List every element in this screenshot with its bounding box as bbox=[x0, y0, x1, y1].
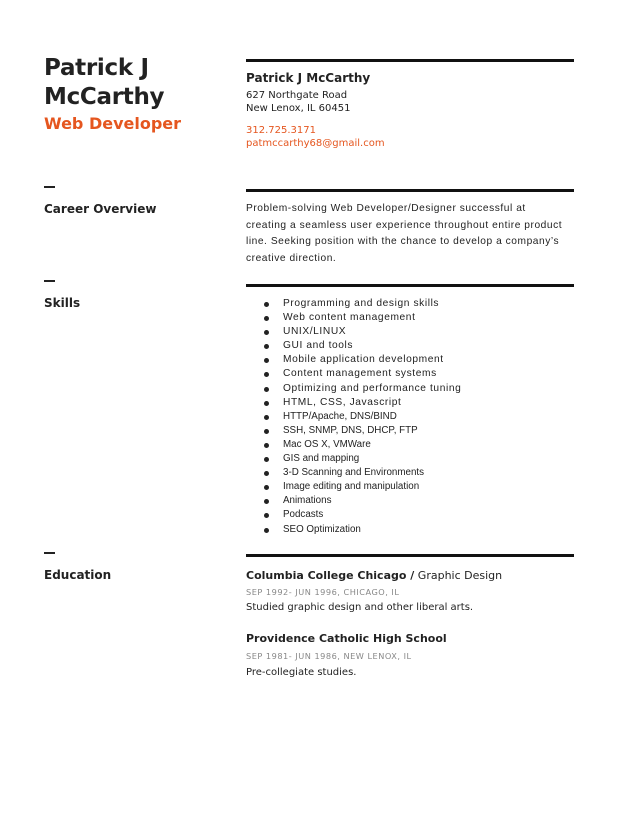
overview-line: Problem-solving Web Developer/Designer successful at bbox=[246, 203, 526, 214]
skill-item: HTML, CSS, Javascript bbox=[264, 396, 461, 410]
email-link[interactable]: patmccarthy68@gmail.com bbox=[246, 138, 385, 149]
skills-list bbox=[264, 297, 461, 537]
education-dates: SEP 1981- JUN 1986, NEW LENOX, IL bbox=[246, 651, 412, 661]
bullet-icon bbox=[264, 387, 269, 392]
bullet-icon bbox=[264, 429, 269, 434]
bullet-icon bbox=[264, 302, 269, 307]
skill-item: Image editing and manipulation bbox=[264, 480, 461, 494]
skill-item: Mac OS X, VMWare bbox=[264, 438, 461, 452]
bullet-icon bbox=[264, 415, 269, 420]
skill-item: Optimizing and performance tuning bbox=[264, 382, 461, 396]
career-overview-heading: Career Overview bbox=[44, 202, 157, 216]
bullet-icon bbox=[264, 372, 269, 377]
bullet-icon bbox=[264, 401, 269, 406]
phone-link[interactable]: 312.725.3171 bbox=[246, 125, 316, 136]
skill-item: GIS and mapping bbox=[264, 452, 461, 466]
skill-item: 3-D Scanning and Environments bbox=[264, 466, 461, 480]
bullet-icon bbox=[264, 443, 269, 448]
skill-item: UNIX/LINUX bbox=[264, 325, 461, 339]
school-name: Columbia College Chicago / bbox=[246, 569, 415, 582]
bullet-icon bbox=[264, 499, 269, 504]
address-line-2: New Lenox, IL 60451 bbox=[246, 103, 351, 114]
overview-rule bbox=[246, 189, 574, 192]
name-line-2: McCarthy bbox=[44, 84, 165, 110]
education-description: Studied graphic design and other liberal arts. bbox=[246, 602, 474, 613]
resume-name bbox=[44, 54, 224, 112]
education-description: Pre-collegiate studies. bbox=[246, 667, 357, 678]
skills-rule bbox=[246, 284, 574, 287]
education-rule bbox=[246, 554, 574, 557]
bullet-icon bbox=[264, 528, 269, 533]
skill-item: Animations bbox=[264, 494, 461, 508]
education-entry-title bbox=[246, 632, 447, 645]
skill-item: SSH, SNMP, DNS, DHCP, FTP bbox=[264, 424, 461, 438]
job-title: Web Developer bbox=[44, 114, 182, 133]
bullet-icon bbox=[264, 344, 269, 349]
bullet-icon bbox=[264, 457, 269, 462]
bullet-icon bbox=[264, 316, 269, 321]
education-dates: SEP 1992- JUN 1996, CHICAGO, IL bbox=[246, 587, 400, 597]
section-dash bbox=[44, 280, 55, 282]
name-line-1: Patrick J bbox=[44, 55, 149, 81]
skill-item: HTTP/Apache, DNS/BIND bbox=[264, 410, 461, 424]
bullet-icon bbox=[264, 358, 269, 363]
skill-item: Web content management bbox=[264, 311, 461, 325]
education-heading: Education bbox=[44, 568, 112, 582]
skill-item: Content management systems bbox=[264, 367, 461, 381]
overview-line: creating a seamless user experience throughout entire product bbox=[246, 219, 563, 231]
bullet-icon bbox=[264, 471, 269, 476]
bullet-icon bbox=[264, 485, 269, 490]
overview-line: line. Seeking position with the chance to develop a company’s bbox=[246, 236, 560, 247]
bullet-icon bbox=[264, 330, 269, 335]
career-overview-text bbox=[246, 201, 578, 267]
skill-item: GUI and tools bbox=[264, 339, 461, 353]
overview-line: creative direction. bbox=[246, 252, 337, 264]
program-name: Graphic Design bbox=[414, 569, 503, 582]
school-name: Providence Catholic High School bbox=[246, 632, 447, 645]
skills-heading: Skills bbox=[44, 296, 81, 310]
section-dash bbox=[44, 552, 55, 554]
contact-rule bbox=[246, 59, 574, 62]
skill-item: Podcasts bbox=[264, 508, 461, 522]
skill-item: Mobile application development bbox=[264, 353, 461, 367]
education-entry-title bbox=[246, 569, 502, 582]
skill-item: SEO Optimization bbox=[264, 523, 461, 537]
skill-item: Programming and design skills bbox=[264, 297, 461, 311]
contact-name: Patrick J McCarthy bbox=[246, 71, 371, 85]
bullet-icon bbox=[264, 513, 269, 518]
address-line-1: 627 Northgate Road bbox=[246, 90, 348, 101]
section-dash bbox=[44, 186, 55, 188]
